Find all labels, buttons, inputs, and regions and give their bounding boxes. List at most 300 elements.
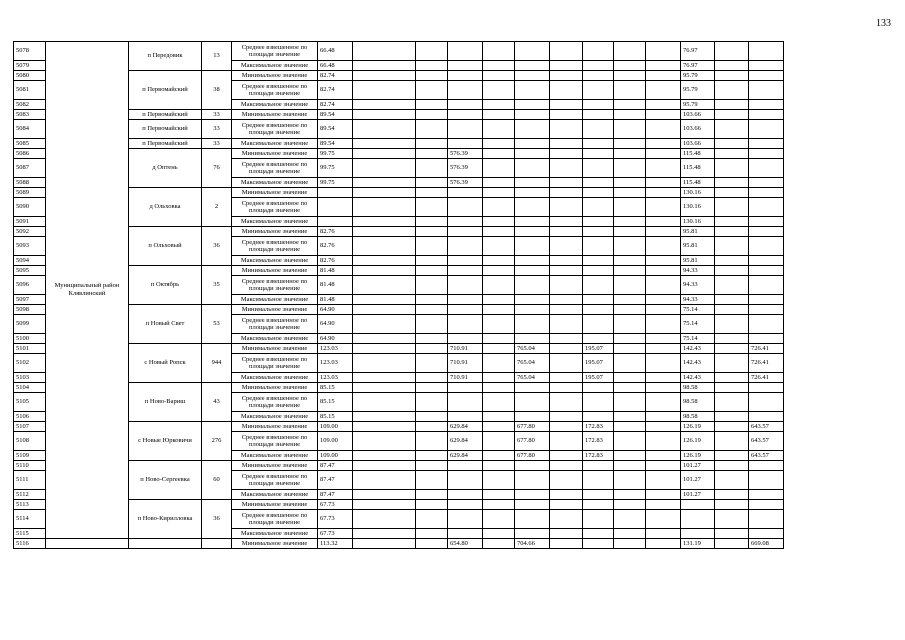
- empty-cell: [715, 178, 749, 188]
- empty-cell: [416, 490, 448, 500]
- value-cell: [448, 42, 483, 61]
- value-type: Минимальное значение: [232, 383, 318, 393]
- empty-cell: [715, 344, 749, 354]
- empty-cell: [614, 100, 646, 110]
- empty-cell: [646, 451, 681, 461]
- row-id: 5082: [14, 100, 46, 110]
- empty-cell: [353, 149, 416, 159]
- value-cell: [583, 383, 614, 393]
- empty-cell: [353, 295, 416, 305]
- value-cell: [448, 81, 483, 100]
- value-cell: [583, 393, 614, 412]
- empty-cell: [483, 451, 515, 461]
- table-row: [14, 461, 784, 471]
- value-cell: [583, 198, 614, 217]
- value-cell: 64.90: [318, 315, 353, 334]
- value-cell: 765.04: [515, 354, 550, 373]
- value-cell: 123.03: [318, 373, 353, 383]
- empty-cell: [614, 529, 646, 539]
- value-cell: 115.48: [681, 178, 715, 188]
- empty-cell: [646, 149, 681, 159]
- empty-cell: [614, 198, 646, 217]
- value-cell: [583, 120, 614, 139]
- empty-cell: [416, 393, 448, 412]
- row-id: 5111: [14, 471, 46, 490]
- empty-cell: [614, 227, 646, 237]
- row-id: 5115: [14, 529, 46, 539]
- empty-cell: [483, 354, 515, 373]
- empty-cell: [715, 256, 749, 266]
- empty-cell: [550, 510, 583, 529]
- value-cell: 576.39: [448, 178, 483, 188]
- empty-cell: [550, 237, 583, 256]
- empty-cell: [715, 276, 749, 295]
- value-cell: [749, 139, 784, 149]
- value-cell: [448, 110, 483, 120]
- value-cell: [448, 120, 483, 139]
- empty-cell: [550, 529, 583, 539]
- value-cell: [515, 412, 550, 422]
- empty-cell: [646, 188, 681, 198]
- empty-cell: [353, 529, 416, 539]
- empty-cell: [614, 315, 646, 334]
- population: 36: [202, 500, 232, 539]
- settlement-name: п Первомайский: [129, 139, 202, 149]
- value-cell: 98.58: [681, 393, 715, 412]
- row-id: 5087: [14, 159, 46, 178]
- value-type: Среднее взвешенное по площади значение: [232, 393, 318, 412]
- value-cell: [583, 539, 614, 549]
- value-cell: 85.15: [318, 412, 353, 422]
- value-cell: [749, 198, 784, 217]
- empty-cell: [483, 344, 515, 354]
- row-id: 5107: [14, 422, 46, 432]
- population: 33: [202, 139, 232, 149]
- empty-cell: [416, 412, 448, 422]
- value-cell: 64.90: [318, 334, 353, 344]
- row-id: 5080: [14, 71, 46, 81]
- empty-cell: [353, 383, 416, 393]
- value-cell: [749, 178, 784, 188]
- empty-cell: [646, 393, 681, 412]
- value-cell: [749, 100, 784, 110]
- settlement-name: п Первомайский: [129, 120, 202, 139]
- value-type: Максимальное значение: [232, 373, 318, 383]
- row-id: 5114: [14, 510, 46, 529]
- empty-cell: [353, 461, 416, 471]
- value-cell: 704.66: [515, 539, 550, 549]
- empty-cell: [715, 266, 749, 276]
- empty-cell: [614, 276, 646, 295]
- empty-cell: [483, 432, 515, 451]
- value-cell: 123.03: [318, 344, 353, 354]
- empty-cell: [646, 510, 681, 529]
- empty-cell: [353, 198, 416, 217]
- empty-cell: [715, 237, 749, 256]
- empty-cell: [715, 510, 749, 529]
- empty-cell: [646, 276, 681, 295]
- empty-cell: [715, 432, 749, 451]
- value-cell: 82.76: [318, 256, 353, 266]
- empty-cell: [353, 71, 416, 81]
- value-cell: [515, 315, 550, 334]
- value-type: Максимальное значение: [232, 490, 318, 500]
- value-cell: [515, 198, 550, 217]
- empty-cell: [614, 500, 646, 510]
- empty-cell: [483, 71, 515, 81]
- empty-cell: [353, 276, 416, 295]
- value-cell: [749, 461, 784, 471]
- empty-cell: [483, 422, 515, 432]
- empty-cell: [646, 539, 681, 549]
- value-cell: [583, 529, 614, 539]
- value-cell: [448, 188, 483, 198]
- empty-cell: [614, 61, 646, 71]
- value-cell: 765.04: [515, 344, 550, 354]
- table-row: [14, 266, 784, 276]
- row-id: 5108: [14, 432, 46, 451]
- empty-cell: [715, 120, 749, 139]
- empty-cell: [646, 227, 681, 237]
- empty-cell: [614, 120, 646, 139]
- value-type: Минимальное значение: [232, 149, 318, 159]
- value-cell: 643.57: [749, 432, 784, 451]
- empty-cell: [614, 295, 646, 305]
- empty-cell: [550, 471, 583, 490]
- empty-cell: [483, 81, 515, 100]
- value-cell: 75.14: [681, 315, 715, 334]
- empty-cell: [483, 217, 515, 227]
- empty-cell: [353, 334, 416, 344]
- value-cell: 95.79: [681, 100, 715, 110]
- value-cell: [448, 490, 483, 500]
- value-cell: 643.57: [749, 422, 784, 432]
- value-cell: 75.14: [681, 305, 715, 315]
- empty-cell: [353, 81, 416, 100]
- value-cell: [749, 217, 784, 227]
- value-cell: 115.48: [681, 149, 715, 159]
- value-cell: [583, 461, 614, 471]
- value-type: Максимальное значение: [232, 139, 318, 149]
- value-cell: 103.66: [681, 139, 715, 149]
- table-row: [14, 227, 784, 237]
- empty-cell: [353, 510, 416, 529]
- empty-cell: [614, 373, 646, 383]
- empty-cell: [550, 256, 583, 266]
- empty-cell: [550, 71, 583, 81]
- empty-cell: [614, 334, 646, 344]
- value-cell: [749, 237, 784, 256]
- empty-cell: [646, 110, 681, 120]
- value-type: Среднее взвешенное по площади значение: [232, 42, 318, 61]
- value-cell: [583, 305, 614, 315]
- empty-cell: [483, 159, 515, 178]
- value-cell: 101.27: [681, 471, 715, 490]
- empty-cell: [353, 471, 416, 490]
- empty-cell: [416, 188, 448, 198]
- value-cell: [583, 412, 614, 422]
- value-cell: 126.19: [681, 422, 715, 432]
- empty-cell: [550, 120, 583, 139]
- value-cell: 172.83: [583, 422, 614, 432]
- value-cell: [749, 276, 784, 295]
- value-cell: 82.74: [318, 100, 353, 110]
- value-type: Минимальное значение: [232, 71, 318, 81]
- settlement-name: п Первомайский: [129, 110, 202, 120]
- empty-cell: [550, 451, 583, 461]
- value-type: Среднее взвешенное по площади значение: [232, 198, 318, 217]
- value-cell: [515, 42, 550, 61]
- value-cell: 195.07: [583, 354, 614, 373]
- empty-cell: [483, 266, 515, 276]
- row-id: 5091: [14, 217, 46, 227]
- row-id: 5099: [14, 315, 46, 334]
- empty-cell: [614, 383, 646, 393]
- settlement-name: с Новые Юрковичи: [129, 422, 202, 461]
- value-cell: [515, 149, 550, 159]
- empty-cell: [353, 42, 416, 61]
- value-cell: [681, 500, 715, 510]
- empty-cell: [646, 217, 681, 227]
- value-cell: 103.66: [681, 110, 715, 120]
- value-cell: 82.76: [318, 227, 353, 237]
- value-cell: 710.91: [448, 354, 483, 373]
- value-cell: 98.58: [681, 412, 715, 422]
- empty-cell: [353, 500, 416, 510]
- row-id: 5084: [14, 120, 46, 139]
- empty-cell: [614, 110, 646, 120]
- table-row: [14, 539, 784, 549]
- empty-cell: [646, 295, 681, 305]
- empty-cell: [416, 217, 448, 227]
- empty-cell: [416, 139, 448, 149]
- empty-cell: [550, 461, 583, 471]
- empty-cell: [353, 178, 416, 188]
- empty-cell: [715, 188, 749, 198]
- value-cell: [749, 61, 784, 71]
- empty-cell: [483, 100, 515, 110]
- value-cell: [515, 159, 550, 178]
- value-cell: [448, 61, 483, 71]
- empty-cell: [715, 383, 749, 393]
- empty-cell: [614, 81, 646, 100]
- value-type: Максимальное значение: [232, 217, 318, 227]
- value-cell: [749, 315, 784, 334]
- value-cell: 87.47: [318, 490, 353, 500]
- value-cell: [583, 188, 614, 198]
- empty-cell: [646, 315, 681, 334]
- value-cell: 130.16: [681, 188, 715, 198]
- empty-cell: [614, 217, 646, 227]
- value-cell: 98.58: [681, 383, 715, 393]
- value-cell: 87.47: [318, 461, 353, 471]
- row-id: 5085: [14, 139, 46, 149]
- empty-cell: [550, 412, 583, 422]
- empty-cell: [550, 61, 583, 71]
- row-id: 5086: [14, 149, 46, 159]
- empty-cell: [614, 422, 646, 432]
- population: 276: [202, 422, 232, 461]
- value-cell: [749, 71, 784, 81]
- empty-cell: [353, 100, 416, 110]
- empty-cell: [614, 139, 646, 149]
- empty-cell: [614, 510, 646, 529]
- empty-cell: [646, 344, 681, 354]
- empty-cell: [646, 422, 681, 432]
- empty-cell: [646, 198, 681, 217]
- empty-cell: [483, 61, 515, 71]
- population: 43: [202, 383, 232, 422]
- value-cell: 87.47: [318, 471, 353, 490]
- empty-cell: [646, 120, 681, 139]
- value-cell: [749, 149, 784, 159]
- row-id: 5102: [14, 354, 46, 373]
- empty-cell: [715, 373, 749, 383]
- empty-cell: [614, 539, 646, 549]
- value-cell: 130.16: [681, 217, 715, 227]
- empty-cell: [715, 81, 749, 100]
- empty-cell: [416, 432, 448, 451]
- empty-cell: [550, 159, 583, 178]
- value-cell: 109.00: [318, 432, 353, 451]
- empty-cell: [353, 110, 416, 120]
- value-cell: [749, 266, 784, 276]
- table-row: [14, 120, 784, 139]
- value-cell: 81.48: [318, 276, 353, 295]
- table-row: [14, 344, 784, 354]
- value-type: Среднее взвешенное по площади значение: [232, 81, 318, 100]
- value-cell: [448, 266, 483, 276]
- value-cell: [448, 529, 483, 539]
- value-cell: [583, 500, 614, 510]
- district-empty: [46, 539, 129, 549]
- empty-cell: [416, 334, 448, 344]
- empty-cell: [353, 61, 416, 71]
- value-cell: [515, 217, 550, 227]
- empty-cell: [353, 412, 416, 422]
- empty-cell: [483, 188, 515, 198]
- empty-cell: [614, 412, 646, 422]
- empty-cell: [483, 149, 515, 159]
- value-cell: [583, 71, 614, 81]
- value-cell: [515, 490, 550, 500]
- table-row: [14, 422, 784, 432]
- row-id: 5092: [14, 227, 46, 237]
- value-cell: [515, 529, 550, 539]
- population: 36: [202, 227, 232, 266]
- empty-cell: [416, 529, 448, 539]
- value-cell: [749, 393, 784, 412]
- value-cell: 99.75: [318, 178, 353, 188]
- table-row: [14, 305, 784, 315]
- value-cell: [448, 237, 483, 256]
- value-type: Минимальное значение: [232, 227, 318, 237]
- empty-cell: [483, 198, 515, 217]
- empty-cell: [614, 451, 646, 461]
- value-cell: 123.03: [318, 354, 353, 373]
- empty-cell: [416, 500, 448, 510]
- empty-cell: [416, 276, 448, 295]
- value-cell: [515, 276, 550, 295]
- empty-cell: [550, 266, 583, 276]
- value-cell: [448, 383, 483, 393]
- empty-cell: [715, 412, 749, 422]
- empty-cell: [483, 120, 515, 139]
- empty-cell: [715, 315, 749, 334]
- empty-cell: [483, 110, 515, 120]
- table-body: [14, 42, 784, 549]
- empty-cell: [715, 110, 749, 120]
- value-cell: [515, 500, 550, 510]
- empty-cell: [646, 305, 681, 315]
- value-cell: [515, 256, 550, 266]
- row-id: 5110: [14, 461, 46, 471]
- row-id: 5100: [14, 334, 46, 344]
- empty-cell: [715, 354, 749, 373]
- table-row: [14, 139, 784, 149]
- value-cell: [448, 198, 483, 217]
- empty-cell: [416, 461, 448, 471]
- row-id: 5098: [14, 305, 46, 315]
- value-cell: [583, 315, 614, 334]
- value-cell: [515, 510, 550, 529]
- empty-cell: [353, 159, 416, 178]
- empty-cell: [483, 178, 515, 188]
- empty-cell: [483, 539, 515, 549]
- value-cell: [583, 276, 614, 295]
- empty-cell: [614, 71, 646, 81]
- value-type: Максимальное значение: [232, 529, 318, 539]
- value-cell: [318, 217, 353, 227]
- row-id: 5089: [14, 188, 46, 198]
- empty-cell: [416, 237, 448, 256]
- empty-cell: [646, 354, 681, 373]
- value-cell: [515, 334, 550, 344]
- empty-cell: [353, 422, 416, 432]
- value-cell: 82.74: [318, 71, 353, 81]
- row-id: 5083: [14, 110, 46, 120]
- value-cell: [583, 110, 614, 120]
- empty-cell: [416, 295, 448, 305]
- value-cell: [448, 393, 483, 412]
- value-cell: [515, 120, 550, 139]
- row-id: 5101: [14, 344, 46, 354]
- value-cell: [448, 500, 483, 510]
- value-cell: 95.81: [681, 227, 715, 237]
- value-cell: [749, 510, 784, 529]
- value-cell: 101.27: [681, 461, 715, 471]
- value-cell: [448, 227, 483, 237]
- value-cell: [749, 471, 784, 490]
- value-cell: [318, 188, 353, 198]
- value-type: Максимальное значение: [232, 295, 318, 305]
- data-table: [13, 41, 784, 549]
- empty-cell: [550, 500, 583, 510]
- value-cell: [515, 237, 550, 256]
- empty-cell: [483, 295, 515, 305]
- settlement-name: д Ольховка: [129, 188, 202, 227]
- empty-cell: [646, 334, 681, 344]
- value-type: Среднее взвешенное по площади значение: [232, 354, 318, 373]
- value-cell: 85.15: [318, 393, 353, 412]
- empty-cell: [483, 256, 515, 266]
- table-row: [14, 42, 784, 61]
- value-cell: 66.48: [318, 61, 353, 71]
- empty-cell: [614, 178, 646, 188]
- value-type: Среднее взвешенное по площади значение: [232, 432, 318, 451]
- empty-cell: [715, 451, 749, 461]
- value-cell: [749, 81, 784, 100]
